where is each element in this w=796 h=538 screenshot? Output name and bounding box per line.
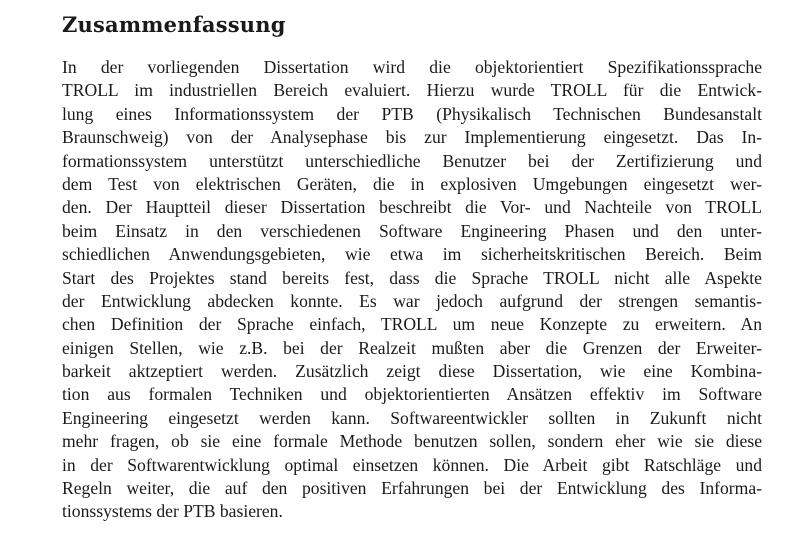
paragraph-line-8: beim Einsatz in den verschiedenen Software Engineering Phasen und den unter- <box>62 220 762 241</box>
paragraph-line-1: In der vorliegenden Dissertation wird die objektorientiert Spezifikationssprache <box>62 57 762 77</box>
paragraph-line-19: Regeln weiter, die auf den positiven Erfahrungen bei der Entwicklung des Informa- <box>62 478 762 499</box>
paragraph-line-11: der Entwicklung abdecken konnte. Es war jedoch aufgrund der strengen semantis- <box>62 290 762 311</box>
paragraph-line-10: Start des Projektes stand bereits fest, dass die Sprache TROLL nicht alle Aspekte <box>62 267 762 288</box>
paragraph-line-9: schiedlichen Anwendungsgebieten, wie etwa im sicherheitskritischen Bereich. Beim <box>62 244 762 265</box>
paragraph-line-20: tionssystems der PTB basieren. <box>62 501 283 522</box>
paragraph-line-18: in der Softwarentwicklung optimal einsetzen können. Die Arbeit gibt Ratschläge und <box>62 454 762 475</box>
paragraph-line-12: chen Definition der Sprache einfach, TROLL um neue Konzepte zu erweitern. An <box>62 314 762 335</box>
abstract-paragraph <box>62 56 762 524</box>
paragraph-line-3: lung eines Informationssystem der PTB (Physikalisch Technischen Bundesanstalt <box>62 103 762 124</box>
paragraph-line-4: Braunschweig) von der Analysephase bis zur Implementierung eingesetzt. Das In- <box>62 127 762 148</box>
section-heading: Zusammenfassung <box>62 12 286 37</box>
paragraph-line-13: einigen Stellen, wie z.B. bei der Realzeit mußten aber die Grenzen der Erweiter- <box>62 337 762 358</box>
paragraph-line-15: tion aus formalen Techniken und objektorientierten Ansätzen effektiv im Software <box>62 384 762 405</box>
paragraph-line-17: mehr fragen, ob sie eine formale Methode benutzen sollen, sondern eher wie sie diese <box>62 431 762 452</box>
paragraph-line-16: Engineering eingesetzt werden kann. Softwareentwickler sollten in Zukunft nicht <box>62 407 762 428</box>
paragraph-line-2: TROLL im industriellen Bereich evaluiert. Hierzu wurde TROLL für die Entwick- <box>62 80 762 101</box>
document-page <box>62 10 762 524</box>
paragraph-line-7: den. Der Hauptteil dieser Dissertation beschreibt die Vor- und Nachteile von TROLL <box>62 197 762 218</box>
paragraph-line-6: dem Test von elektrischen Geräten, die in explosiven Umgebungen eingesetzt wer- <box>62 173 762 194</box>
paragraph-line-14: barkeit aktzeptiert werden. Zusätzlich zeigt diese Dissertation, wie eine Kombina- <box>62 361 762 382</box>
paragraph-line-5: formationssystem unterstützt unterschiedliche Benutzer bei der Zertifizierung und <box>62 150 762 171</box>
